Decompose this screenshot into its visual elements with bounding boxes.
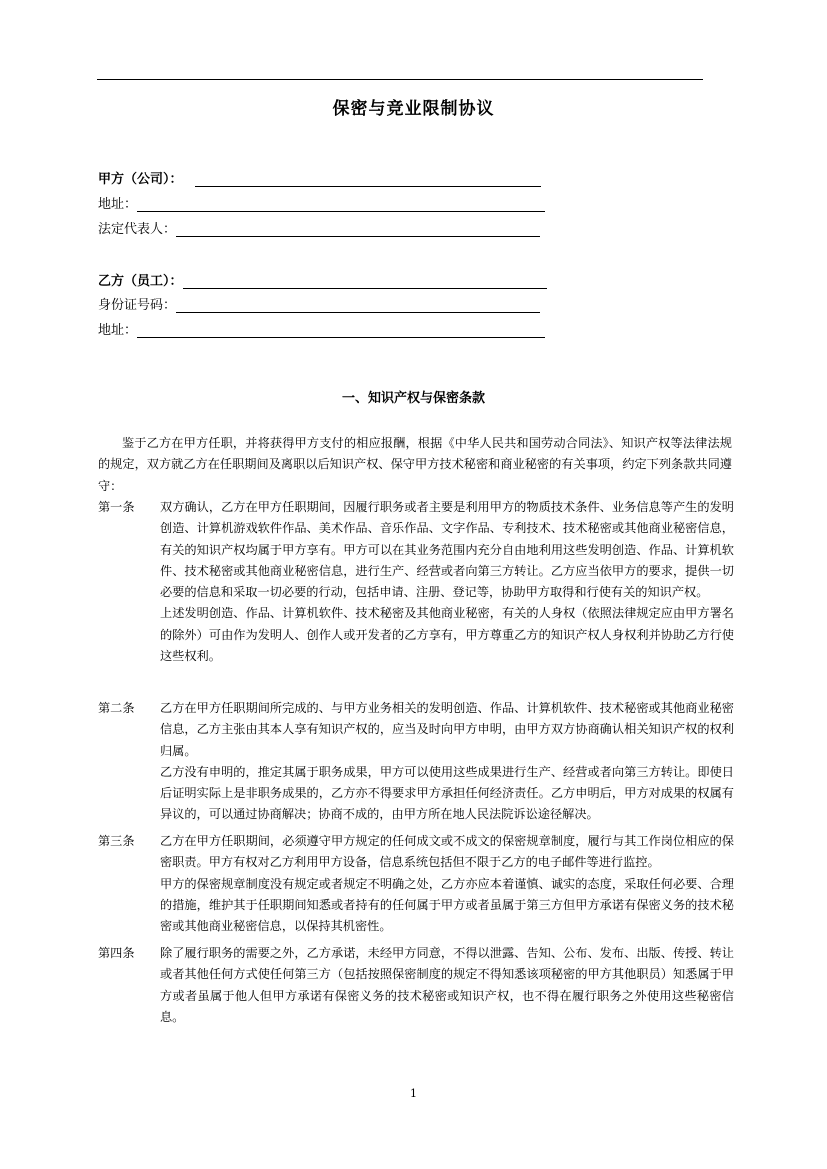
- party-a-address-field: [98, 195, 545, 215]
- party-a-blank: [195, 171, 541, 187]
- party-a-address-blank: [137, 196, 545, 212]
- party-a-address-label: 地址：: [98, 197, 138, 212]
- article-paragraph: 甲方的保密规章制度没有规定或者规定不明确之处，乙方亦应本着谨慎、诚实的态度，采取任何必要、合理的措施，维护其于任职期间知悉或者持有的任何属于甲方或者虽属于第三方但甲方承诺有保密义务的技术秘密或其他商业秘密信息，以保持其机密性。: [160, 876, 734, 934]
- preamble-paragraph: 鉴于乙方在甲方任职，并将获得甲方支付的相应报酬，根据《中华人民共和国劳动合同法》、知识产权等法律法规的规定，双方就乙方在任职期间及离职以后知识产权、保守甲方技术秘密和商业秘密的有关事项，约定下列条款共同遵守：: [98, 436, 732, 493]
- party-a-field: [98, 170, 541, 190]
- article-4: [98, 943, 734, 1028]
- party-b-address-label: 地址：: [98, 323, 138, 338]
- document-title: 保密与竞业限制协议: [332, 99, 495, 119]
- article-paragraph: 上述发明创造、作品、计算机软件、技术秘密及其他商业秘密，有关的人身权（依照法律规定应由甲方署名的除外）可由作为发明人、创作人或开发者的乙方享有，甲方尊重乙方的知识产权人身权利并协助乙方行使这些权利。: [160, 606, 734, 664]
- article-paragraph: 乙方在甲方任职期间，必须遵守甲方规定的任何成文或不成文的保密规章制度，履行与其工作岗位相应的保密职责。甲方有权对乙方利用甲方设备，信息系统包括但不限于乙方的电子邮件等进行监控。: [160, 834, 734, 870]
- party-b-id-blank: [176, 297, 540, 313]
- party-b-field: [98, 272, 547, 292]
- party-a-label: 甲方（公司）：: [98, 172, 183, 187]
- article-number: 第一条: [98, 500, 135, 514]
- section-title: [0, 387, 827, 406]
- page-number: 1: [410, 1087, 417, 1100]
- party-a-legal-rep-blank: [176, 221, 540, 237]
- article-3: [98, 831, 734, 937]
- section-title-text: 一、知识产权与保密条款: [341, 391, 485, 406]
- article-paragraph: 双方确认，乙方在甲方任职期间，因履行职务或者主要是利用甲方的物质技术条件、业务信息等产生的发明创造、计算机游戏软件作品、美术作品、音乐作品、文字作品、专利技术、技术秘密或其他商业秘密信息，有关的知识产权均属于甲方享有。甲方可以在其业务范围内充分自由地利用这些发明创造、作品、计算机软件、技术秘密或其他商业秘密信息，进行生产、经营或者向第三方转让。乙方应当依甲方的要求，提供一切必要的信息和采取一切必要的行动，包括申请、注册、登记等，协助甲方取得和行使有关的知识产权。: [160, 500, 734, 600]
- article-number: 第四条: [98, 946, 135, 960]
- party-b-label: 乙方（员工）：: [98, 274, 183, 289]
- article-number: 第三条: [98, 834, 135, 848]
- party-b-address-blank: [137, 322, 545, 338]
- article-number: 第二条: [98, 701, 135, 715]
- article-paragraph: 除了履行职务的需要之外，乙方承诺，未经甲方同意，不得以泄露、告知、公布、发布、出版、传授、转让或者其他任何方式使任何第三方（包括按照保密制度的规定不得知悉该项秘密的甲方其他职员）知悉属于甲方或者虽属于他人但甲方承诺有保密义务的技术秘密或知识产权，也不得在履行职务之外使用这些秘密信息。: [160, 946, 734, 1024]
- party-b-address-field: [98, 321, 545, 341]
- party-b-id-field: [98, 296, 540, 316]
- party-a-legal-rep-field: [98, 220, 540, 240]
- article-paragraph: 乙方在甲方任职期间所完成的、与甲方业务相关的发明创造、作品、计算机软件、技术秘密或其他商业秘密信息，乙方主张由其本人享有知识产权的，应当及时向甲方申明，由甲方双方协商确认相关知识产权的权利归属。: [160, 701, 734, 758]
- party-b-blank: [183, 273, 547, 289]
- header-rule: [97, 79, 703, 80]
- article-paragraph: 乙方没有申明的，推定其属于职务成果，甲方可以使用这些成果进行生产、经营或者向第三方转让。即使日后证明实际上是非职务成果的，乙方亦不得要求甲方承担任何经济责任。乙方申明后，甲方对成果的权属有异议的，可以通过协商解决；协商不成的，由甲方所在地人民法院诉讼途径解决。: [160, 764, 734, 822]
- party-a-legal-rep-label: 法定代表人：: [98, 222, 177, 237]
- party-b-id-label: 身份证号码：: [98, 298, 177, 313]
- article-2: [98, 698, 734, 826]
- article-1: [98, 497, 734, 667]
